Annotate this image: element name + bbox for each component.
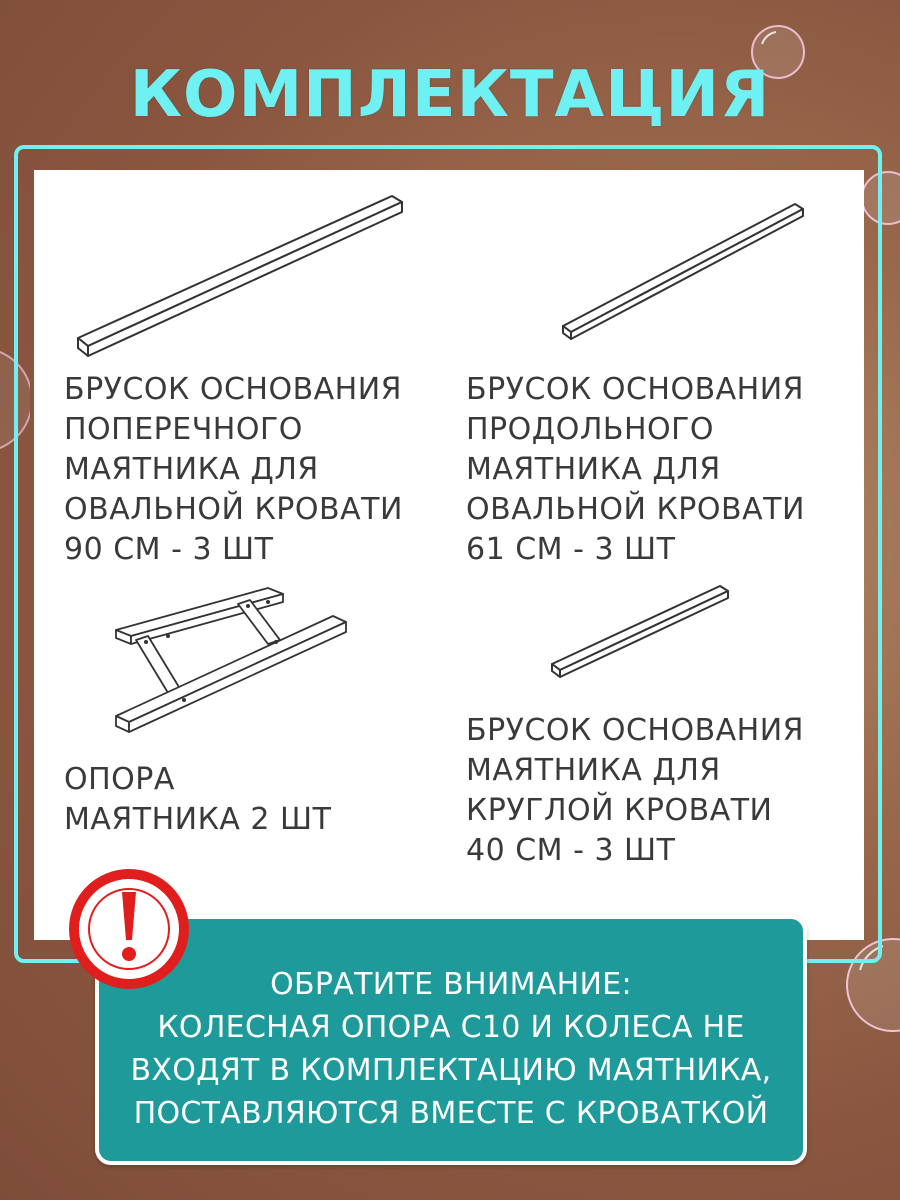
label-line: ОВАЛЬНОЙ КРОВАТИ bbox=[64, 492, 403, 527]
label-line: ПРОДОЛЬНОГО bbox=[466, 412, 715, 447]
notice-box bbox=[95, 915, 807, 1165]
label-line: МАЯТНИКА ДЛЯ bbox=[64, 452, 319, 487]
item-label-pendulum-support bbox=[64, 760, 331, 840]
item-label-short-beam bbox=[466, 711, 804, 871]
label-line: 61 СМ - 3 ШТ bbox=[466, 532, 676, 567]
label-line: 40 СМ - 3 ШТ bbox=[466, 833, 676, 868]
notice-line: ПОСТАВЛЯЮТСЯ ВМЕСТЕ С КРОВАТКОЙ bbox=[133, 1096, 769, 1131]
exclamation-icon bbox=[66, 866, 192, 992]
label-line: ПОПЕРЕЧНОГО bbox=[64, 412, 303, 447]
notice-line: КОЛЕСНАЯ ОПОРА С10 И КОЛЕСА НЕ bbox=[157, 1010, 745, 1045]
label-line: 90 СМ - 3 ШТ bbox=[64, 532, 274, 567]
notice-line: ВХОДЯТ В КОМПЛЕКТАЦИЮ МАЯТНИКА, bbox=[130, 1053, 772, 1088]
item-label-long-beam bbox=[64, 370, 403, 570]
notice-line: ОБРАТИТЕ ВНИМАНИЕ: bbox=[270, 967, 632, 1002]
label-line: КРУГЛОЙ КРОВАТИ bbox=[466, 793, 773, 828]
label-line: МАЯТНИКА ДЛЯ bbox=[466, 452, 721, 487]
long-beam-icon bbox=[72, 190, 407, 360]
components-panel bbox=[34, 170, 864, 940]
short-beam-icon bbox=[548, 582, 733, 682]
label-line: МАЯТНИКА ДЛЯ bbox=[466, 753, 721, 788]
label-line: МАЯТНИКА 2 ШТ bbox=[64, 802, 332, 837]
item-label-medium-beam bbox=[466, 370, 805, 570]
label-line: БРУСОК ОСНОВАНИЯ bbox=[466, 713, 805, 748]
medium-beam-icon bbox=[559, 200, 809, 340]
label-line: ОПОРА bbox=[64, 762, 175, 797]
pendulum-support-icon bbox=[108, 582, 358, 742]
label-line: БРУСОК ОСНОВАНИЯ bbox=[466, 372, 805, 407]
notice-text bbox=[99, 963, 803, 1135]
page-title: КОМПЛЕКТАЦИЯ bbox=[129, 58, 771, 132]
label-line: ОВАЛЬНОЙ КРОВАТИ bbox=[466, 492, 805, 527]
label-line: БРУСОК ОСНОВАНИЯ bbox=[64, 372, 403, 407]
